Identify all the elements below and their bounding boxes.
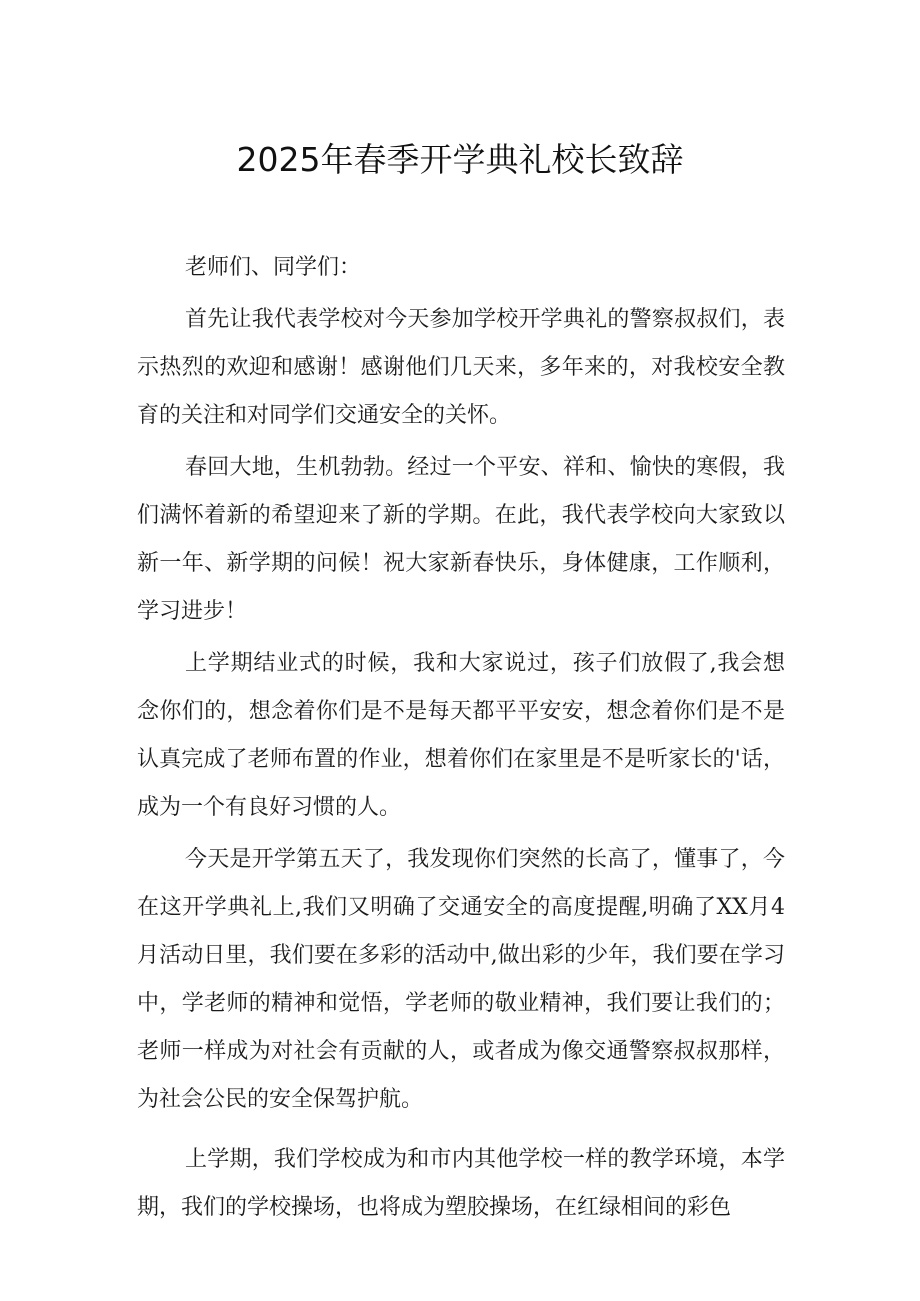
paragraph-4: 今天是开学第五天了，我发现你们突然的长高了，懂事了，今在这开学典礼上,我们又明确了交通安全的高度提醒,明确了XX月4月活动日里，我们要在多彩的活动中,做出彩的少年，我们要在学习中，学老师的精神和觉悟，学老师的敬业精神，我们要让我们的；老师一样成为对社会有贡献的人，或者成为像交通警察叔叔那样，为社会公民的安全保驾护航。 xyxy=(137,847,785,1112)
paragraph-2: 春回大地，生机勃勃。经过一个平安、祥和、愉快的寒假，我们满怀着新的希望迎来了新的学期。在此，我代表学校向大家致以新一年、新学期的问候！祝大家新春快乐，身体健康，工作顺利，学习进步！ xyxy=(137,455,785,624)
paragraph-1: 首先让我代表学校对今天参加学校开学典礼的警察叔叔们，表示热烈的欢迎和感谢！感谢他们几天来，多年来的，对我校安全教育的关注和对同学们交通安全的关怀。 xyxy=(137,307,785,428)
salutation: 老师们、同学们： xyxy=(185,255,362,280)
paragraph-5: 上学期，我们学校成为和市内其他学校一样的教学环境，本学期，我们的学校操场，也将成为塑胶操场，在红绿相间的彩色 xyxy=(137,1147,785,1220)
document-title: 2025年春季开学典礼校长致辞 xyxy=(236,140,684,179)
document-body xyxy=(137,244,785,1232)
paragraph-3: 上学期结业式的时候，我和大家说过，孩子们放假了,我会想念你们的，想念着你们是不是每天都平平安安，想念着你们是不是认真完成了老师布置的作业，想着你们在家里是不是听家长的'话，成为一个有良好习惯的人。 xyxy=(137,651,785,820)
